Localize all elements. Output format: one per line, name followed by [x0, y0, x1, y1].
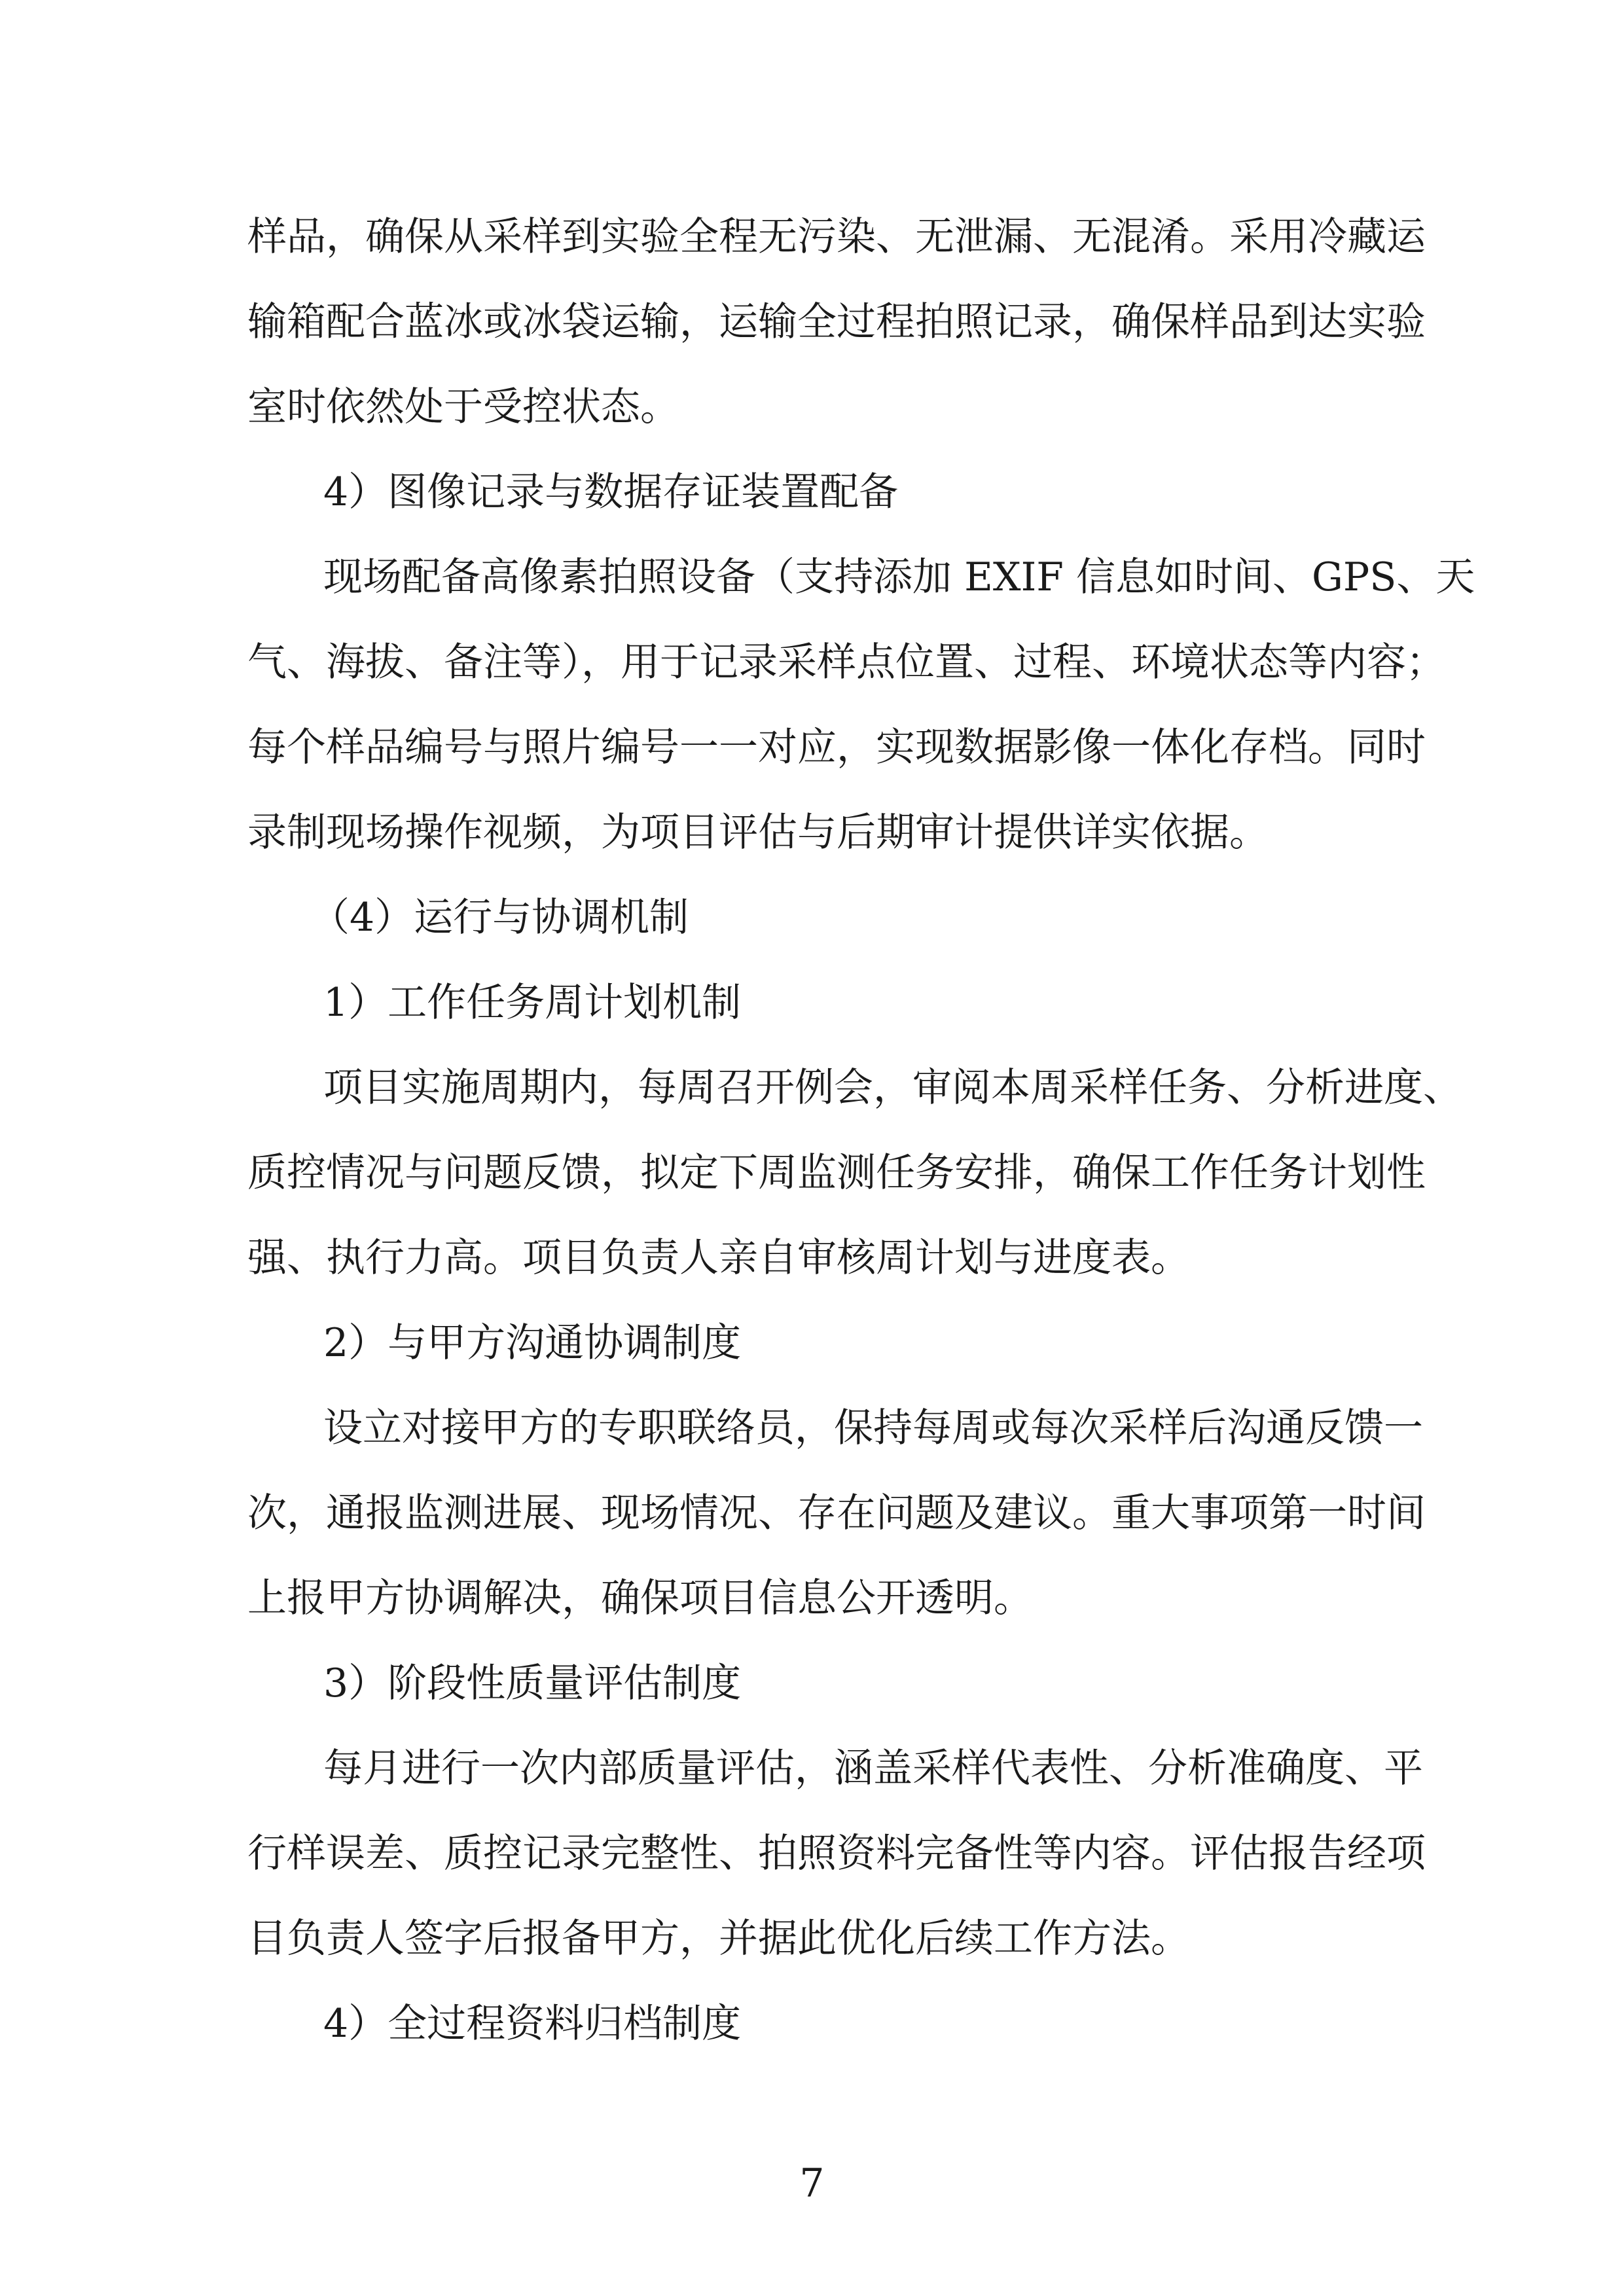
paragraph-line: 每个样品编号与照片编号一一对应，实现数据影像一体化存档。同时	[247, 725, 1426, 770]
subheading: 3）阶段性质量评估制度	[323, 1660, 742, 1706]
page-number: 7	[799, 2161, 825, 2206]
paragraph-line: 录制现场操作视频，为项目评估与后期审计提供详实依据。	[247, 810, 1269, 855]
subheading: 4）图像记录与数据存证装置配备	[323, 469, 899, 515]
paragraph-line: 项目实施周期内，每周召开例会，审阅本周采样任务、分析进度、	[323, 1065, 1462, 1111]
subheading: 2）与甲方沟通协调制度	[323, 1320, 742, 1366]
paragraph-line: 目负责人签字后报备甲方，并据此优化后续工作方法。	[247, 1916, 1190, 1962]
paragraph-line: 样品，确保从采样到实验全程无污染、无泄漏、无混淆。采用冷藏运	[247, 214, 1426, 260]
paragraph-line: 输箱配合蓝冰或冰袋运输，运输全过程拍照记录，确保样品到达实验	[247, 299, 1426, 345]
paragraph-line: 设立对接甲方的专职联络员，保持每周或每次采样后沟通反馈一	[323, 1405, 1423, 1451]
paragraph-line: 每月进行一次内部质量评估，涵盖采样代表性、分析准确度、平	[323, 1746, 1423, 1791]
paragraph-line: 行样误差、质控记录完整性、拍照资料完备性等内容。评估报告经项	[247, 1831, 1426, 1876]
section-heading: （4）运行与协调机制	[310, 895, 689, 941]
paragraph-line: 现场配备高像素拍照设备（支持添加 EXIF 信息如时间、GPS、天	[323, 554, 1475, 600]
subheading: 1）工作任务周计划机制	[323, 980, 742, 1026]
subheading: 4）全过程资料归档制度	[323, 2001, 742, 2047]
paragraph-line: 上报甲方协调解决，确保项目信息公开透明。	[247, 1575, 1033, 1621]
paragraph-line: 质控情况与问题反馈，拟定下周监测任务安排，确保工作任务计划性	[247, 1150, 1426, 1196]
paragraph-line: 气、海拔、备注等），用于记录采样点位置、过程、环境状态等内容；	[247, 639, 1445, 685]
paragraph-line: 强、执行力高。项目负责人亲自审核周计划与进度表。	[247, 1235, 1190, 1281]
paragraph-line: 室时依然处于受控状态。	[247, 384, 679, 430]
paragraph-line: 次，通报监测进展、现场情况、存在问题及建议。重大事项第一时间	[247, 1490, 1426, 1536]
